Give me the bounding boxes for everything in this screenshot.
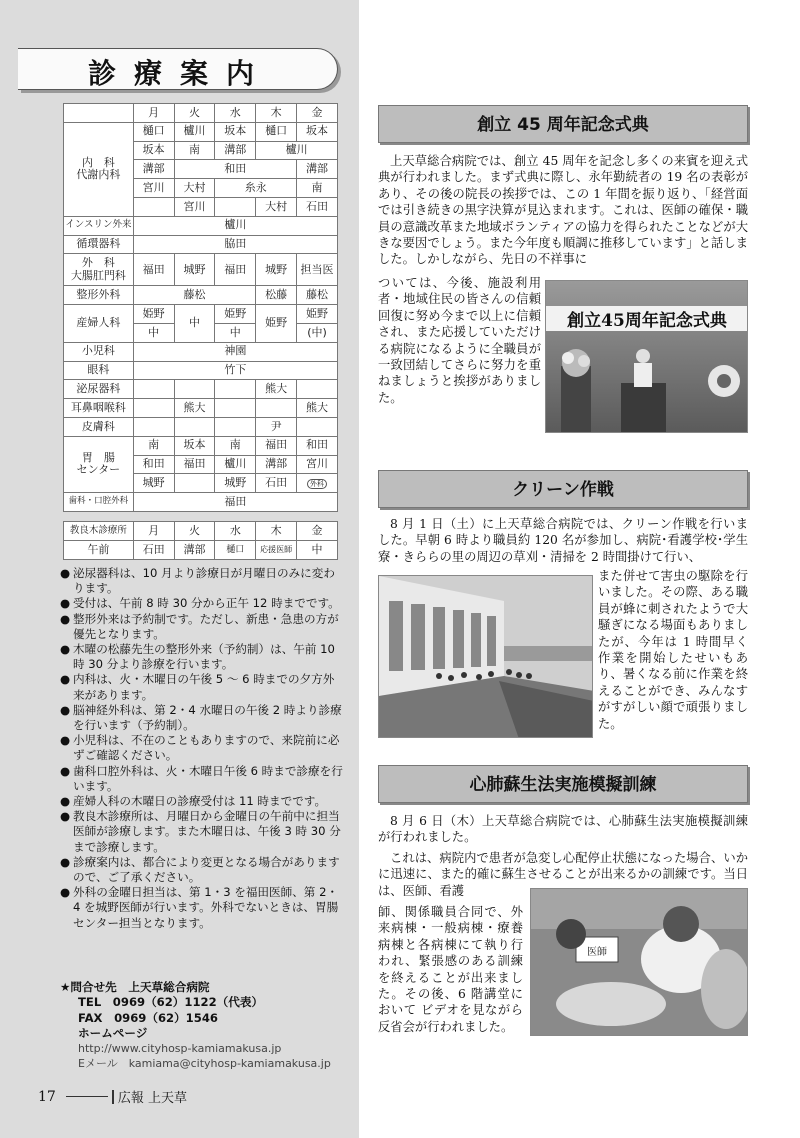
list-item [60,885,345,931]
note-text: 泌尿器科は、10 月より診療日が月曜日のみに変わります。 [73,566,335,596]
dept-label-junkanki: 循環器科 [64,235,134,254]
table-cell [174,417,215,436]
table-cell: 樋口 [256,122,297,141]
table-cell [133,197,174,216]
time-label: 午前 [64,541,134,560]
table-cell: 姫野 [215,305,256,324]
day-header: 水 [215,522,256,541]
note-text: 脳神経外科は、第 2・4 水曜日の午後 2 時より診療を行います（予約制）。 [73,702,342,733]
table-cell [133,380,174,399]
contact-homepage-label: ホームページ [78,1025,148,1040]
dept-label-sanfujin: 産婦人科 [64,305,134,343]
list-item [60,642,345,672]
table-cell: 福田 [256,436,297,455]
table-cell [256,399,297,418]
page-number: 17 [38,1088,56,1105]
table-cell: 姫野 [297,305,338,324]
table-cell: 坂本 [174,436,215,455]
email-link[interactable]: Eメール kamiama@cityhosp-kamiamakusa.jp [78,1057,331,1071]
table-cell: 担当医 [297,254,338,286]
table-cell: 竹下 [133,361,337,380]
table-row [64,417,338,436]
table-cell: 城野 [174,254,215,286]
list-item [60,855,345,885]
table-cell: 中 [174,305,215,343]
table-cell: 城野 [215,474,256,493]
table-cell: 応援医師 [256,541,297,560]
table-cell [215,399,256,418]
dept-label-geka: 外 科 大腸肛門科 [64,254,134,286]
table-row [64,235,338,254]
note-text: 教良木診療所は、月曜日から金曜日の午前中に担当医師が診療します。また木曜日は、午後 3 時 30 分まで診療します。 [73,809,341,854]
table-cell: 福田 [174,455,215,474]
table-cell: 和田 [297,436,338,455]
publication-name: 広報 上天草 [117,1091,187,1106]
table-cell: 櫨川 [133,216,337,235]
table-cell: 宮川 [174,197,215,216]
table-cell [215,417,256,436]
day-header: 月 [133,522,174,541]
list-item [60,596,345,611]
list-item [60,672,345,702]
note-text: 内科は、火・木曜日の午後 5 ～ 6 時までの夕方外来があります。 [73,672,335,702]
page-footer [38,1087,187,1106]
table-cell: 石田 [133,541,174,560]
table-cell: 坂本 [133,141,174,160]
dept-label-insulin: インスリン外来 [64,216,134,235]
dept-label-hinyoki: 泌尿器科 [64,380,134,399]
footer-rule [66,1096,108,1097]
table-cell: 城野 [256,254,297,286]
table-row [64,361,338,380]
table-cell: 石田 [256,474,297,493]
table-cell: 大村 [174,179,215,198]
table-row [64,216,338,235]
kyora-clinic-table [63,521,338,560]
table-cell: 南 [215,436,256,455]
corner-cell [64,104,134,123]
table-cell: 南 [133,436,174,455]
day-header: 水 [215,104,256,123]
table-cell: 藤松 [133,286,255,305]
footer-bar [112,1090,114,1104]
table-cell: 熊大 [297,399,338,418]
table-cell [297,380,338,399]
table-row [64,305,338,324]
contact-fax: FAX 0969（62）1546 [78,1010,218,1025]
page-title: 診療案内 [88,57,273,90]
table-row [64,122,338,141]
cleanup-photo [378,575,593,738]
table-cell: 櫨川 [215,455,256,474]
dept-label-hifu: 皮膚科 [64,417,134,436]
contact-tel: TEL 0969（62）1122（代表） [78,995,264,1010]
table-cell: 樋口 [215,541,256,560]
list-item [60,733,345,763]
table-cell: 福田 [133,493,337,512]
ceremony-photo [545,280,748,433]
table-cell: 城野 [133,474,174,493]
note-text: 外科の金曜日担当は、第 1・3 を福田医師、第 2・4 を城野医師が行います。外科でないときは、胃腸センター担当となります。 [73,885,339,930]
note-text: 整形外来は予約制です。ただし、新患・急患の方が優先となります。 [73,611,339,641]
dept-label-ichou: 胃 腸 センター [64,436,134,492]
list-item [60,612,345,642]
table-cell: 松藤 [256,286,297,305]
day-header: 月 [133,104,174,123]
contact-info [60,980,350,1072]
table-cell [215,380,256,399]
bullet-icon: ● [60,763,71,778]
list-item [60,566,345,596]
table-cell: 熊大 [256,380,297,399]
day-header: 金 [297,522,338,541]
day-header: 金 [297,104,338,123]
note-text: 小児科は、不在のこともありますので、来院前に必ずご確認ください。 [73,733,340,763]
list-item [60,809,345,855]
article-heading-cleanup: クリーン作戦 [378,470,748,508]
table-cell: 石田 [297,197,338,216]
day-header: 木 [256,522,297,541]
table-cell: 中 [133,323,174,342]
table-row [64,342,338,361]
table-cell: 姫野 [133,305,174,324]
dept-label-ganka: 眼科 [64,361,134,380]
dept-label-shoni: 小児科 [64,342,134,361]
article-text-cleanup-side: また併せて害虫の駆除を行いました。その際、ある職員が蜂に刺されたようで大騒ぎになる場面もありましたが、今年は 1 時間早く作業を開始したせいもあり、暑くなる前に作業を終えることができ、みんなすがすがしい顔で頑張りました。 [598,569,748,731]
kyora-clinic-label: 教良木診療所 [64,522,134,541]
table-row [64,104,338,123]
table-cell: 坂本 [297,122,338,141]
article-text-cpr-2: これは、病院内で患者が急変し心配停止状態になった場合、いかに迅速に、また的確に蘇生させることが出来るかの訓練です。当日は、医師、看護 [378,851,748,898]
table-cell: 中 [215,323,256,342]
surgery-badge: 外科 [307,479,327,489]
note-text: 木曜の松藤先生の整形外来（予約制）は、午前 10 時 30 分より診療を行います。 [73,642,335,672]
table-cell: 溝部 [297,160,338,179]
table-cell: 藤松 [297,286,338,305]
list-item [60,794,345,809]
table-row [64,541,338,560]
table-cell: 福田 [215,254,256,286]
homepage-link[interactable]: http://www.cityhosp-kamiamakusa.jp [78,1042,282,1056]
cpr-training-photo [530,888,748,1036]
table-cell [297,417,338,436]
doctor-id-card-text: 医師 [587,947,607,958]
bullet-icon: ● [60,733,71,748]
table-cell: 溝部 [256,455,297,474]
table-cell: (中) [297,323,338,342]
bullet-icon: ● [60,885,71,900]
contact-heading: ★問合せ先 上天草総合病院 [60,980,210,994]
table-cell [133,417,174,436]
table-cell: 脇田 [133,235,337,254]
article-heading-cpr: 心肺蘇生法実施模擬訓練 [378,765,748,803]
table-cell: 熊大 [174,399,215,418]
table-cell: 溝部 [174,541,215,560]
table-cell: 神園 [133,342,337,361]
note-text: 産婦人科の木曜日の診療受付は 11 時までです。 [73,794,327,809]
table-cell [215,197,256,216]
table-cell: 中 [297,541,338,560]
list-item [60,764,345,794]
table-cell: 櫨川 [174,122,215,141]
bullet-icon: ● [60,566,71,580]
notes-list [60,566,345,931]
title-banner [18,48,338,90]
table-cell: 溝部 [133,160,174,179]
table-cell: 糸永 [215,179,297,198]
bullet-icon: ● [60,642,71,657]
table-row [64,286,338,305]
article-text-cpr-side: 師、関係職員合同で、外来病棟・一般病棟・療養病棟と各病棟にて執り行われ、緊張感のある訓練を終えることが出来ました。その後、6 階講堂において ビデオを見ながら反省会が行われました。 [378,905,523,1034]
day-header: 木 [256,104,297,123]
table-cell: 南 [174,141,215,160]
dept-label-shika: 歯科・口腔外科 [64,493,134,512]
table-cell: 姫野 [256,305,297,343]
table-row [64,380,338,399]
bullet-icon: ● [60,596,71,611]
schedule-table [63,103,338,512]
table-cell [174,474,215,493]
bullet-icon: ● [60,854,71,869]
table-row [64,254,338,286]
dept-label-naika: 内 科 代謝内科 [64,122,134,216]
table-row [64,493,338,512]
table-cell [297,474,338,493]
list-item [60,703,345,733]
article-text-anniversary: 上天草総合病院では、創立 45 周年を記念し多くの来賓を迎え式典が行われました。まず式典に際し、永年勤続者の 19 名の表彰があり、その後の院長の挨拶では、この 1 年間を振り返り、「経営面では引き続きの黒字決算が見込まれます。これは、医師の確保・職員の意識改革また地域ボランティアの協力を得られたことなどが大きな要因でしょう。また今年度も順調に推移しています」と話しました。しかしながら、先日の不祥事に [378,154,748,267]
table-cell: 福田 [133,254,174,286]
day-header: 火 [174,104,215,123]
table-cell: 坂本 [215,122,256,141]
table-cell: 南 [297,179,338,198]
article-heading-anniversary: 創立 45 周年記念式典 [378,105,748,143]
table-cell: 樋口 [133,122,174,141]
table-cell [133,399,174,418]
table-row [64,399,338,418]
article-text-cleanup: 8 月 1 日（土）に上天草総合病院では、クリーン作戦を行いました。早朝 6 時より職員約 120 名が参加し、病院･看護学校･学生寮・きららの里の周辺の草刈・清掃を 2 時間掛けて行い、 [378,517,748,564]
table-cell: 大村 [256,197,297,216]
table-row [64,436,338,455]
table-cell: 和田 [174,160,296,179]
bullet-icon: ● [60,809,71,824]
note-text: 診療案内は、都合により変更となる場合がありますので、ご了承ください。 [73,854,340,885]
table-cell: 和田 [133,455,174,474]
table-cell: 溝部 [215,141,256,160]
table-row [64,522,338,541]
bullet-icon: ● [60,611,71,626]
table-cell [174,380,215,399]
note-text: 受付は、午前 8 時 30 分から正午 12 時までです。 [73,596,340,611]
bullet-icon: ● [60,794,71,809]
bullet-icon: ● [60,702,71,717]
article-text-cpr: 8 月 6 日（木）上天草総合病院では、心肺蘇生法実施模擬訓練が行われました。 [378,814,748,845]
note-text: 歯科口腔外科は、火・木曜日午後 6 時まで診療を行います。 [73,763,343,793]
day-header: 火 [174,522,215,541]
table-cell: 櫨川 [256,141,338,160]
ceremony-banner-text: 創立45周年記念式典 [567,311,727,331]
bullet-icon: ● [60,672,71,687]
table-cell: 尹 [256,417,297,436]
table-cell: 宮川 [297,455,338,474]
table-cell: 宮川 [133,179,174,198]
dept-label-jibi: 耳鼻咽喉科 [64,399,134,418]
dept-label-seikei: 整形外科 [64,286,134,305]
article-text-anniversary-side: ついては、今後、施設利用者・地域住民の皆さんの信頼回復に努め今まで以上に信頼され、また応援していただける病院になるように全職員が一致団結してさらに努力を重ねましょうと挨拶がありました。 [378,276,541,405]
